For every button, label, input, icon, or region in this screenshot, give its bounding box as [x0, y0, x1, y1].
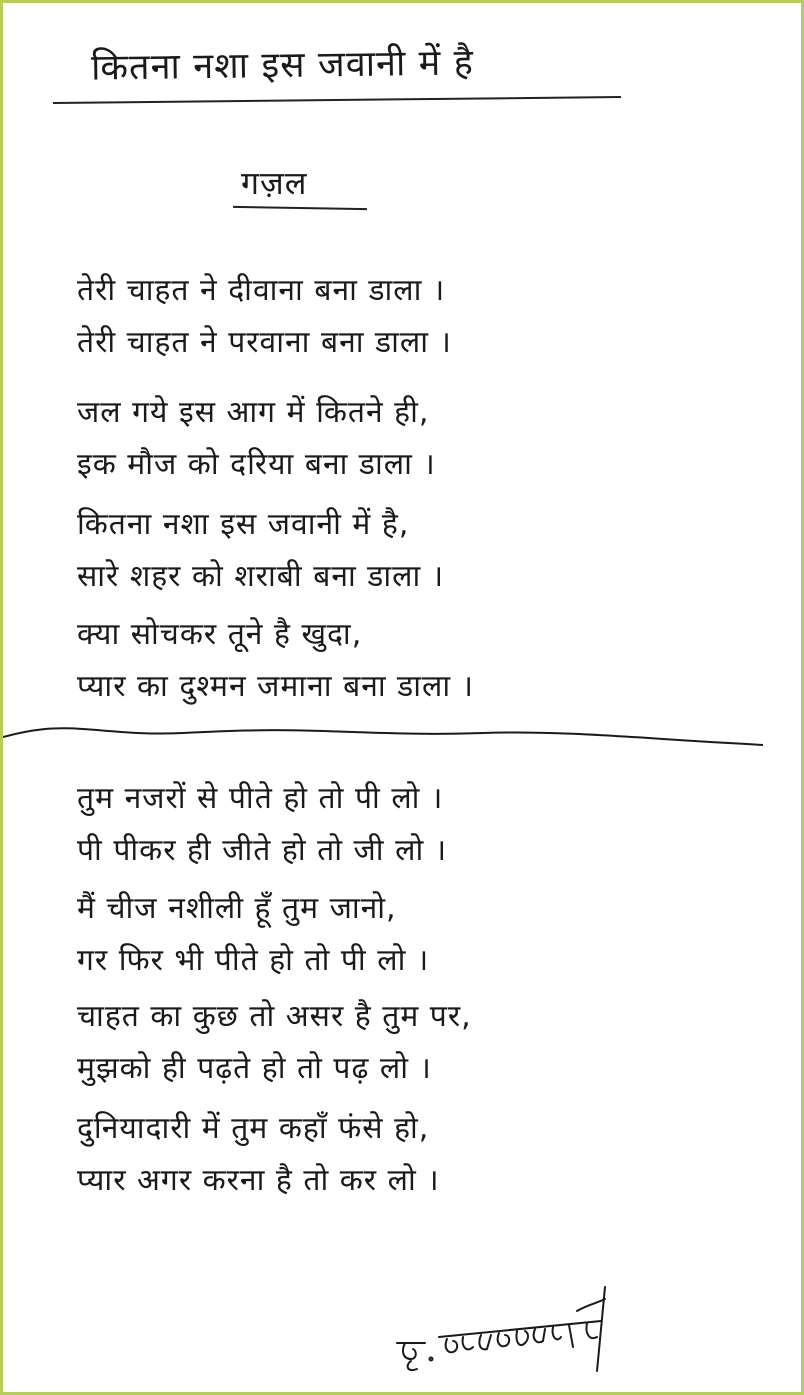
- verse-line: मैं चीज नशीली हूँ तुम जानो,: [77, 891, 397, 926]
- verse-line: इक मौज को दरिया बना डाला ।: [77, 447, 436, 482]
- verse-line: तेरी चाहत ने परवाना बना डाला ।: [77, 325, 452, 360]
- verse-line: मुझको ही पढ़ते हो तो पढ़ लो ।: [77, 1051, 432, 1086]
- verse-line: क्या सोचकर तूने है खुदा,: [77, 617, 363, 652]
- verse-line: पी पीकर ही जीते हो तो जी लो ।: [77, 833, 448, 868]
- verse-line: सारे शहर को शराबी बना डाला ।: [77, 559, 445, 594]
- verse-line: दुनियादारी में तुम कहाँ फंसे हो,: [77, 1111, 430, 1146]
- stanza-4: [77, 609, 474, 713]
- stanza-2: [77, 387, 436, 491]
- verse-line: जल गये इस आग में कितने ही,: [77, 395, 430, 430]
- stanza-6: [77, 883, 429, 987]
- stanza-3: [77, 499, 444, 603]
- stanza-5: [77, 773, 447, 877]
- title-underline: [53, 96, 621, 104]
- verse-line: तुम नजरों से पीते हो तो पी लो ।: [77, 781, 444, 816]
- verse-line: चाहत का कुछ तो असर है तुम पर,: [77, 999, 472, 1034]
- verse-line: कितना नशा इस जवानी में है,: [77, 507, 410, 542]
- verse-line: गर फिर भी पीते हो तो पी लो ।: [77, 943, 430, 978]
- page-title: कितना नशा इस जवानी में है: [90, 42, 475, 89]
- verse-line: प्यार का दुश्मन जमाना बना डाला ।: [77, 669, 475, 704]
- stanza-1: [77, 265, 452, 369]
- wavy-divider: [3, 715, 763, 755]
- subtitle-underline: [233, 206, 367, 210]
- stanza-8: [77, 1103, 440, 1207]
- page-subtitle: गज़ल: [241, 164, 308, 202]
- stanza-7: [77, 991, 472, 1095]
- verse-line: तेरी चाहत ने दीवाना बना डाला ।: [77, 273, 446, 308]
- verse-line: प्यार अगर करना है तो कर लो ।: [77, 1163, 440, 1198]
- signature: [391, 1281, 621, 1381]
